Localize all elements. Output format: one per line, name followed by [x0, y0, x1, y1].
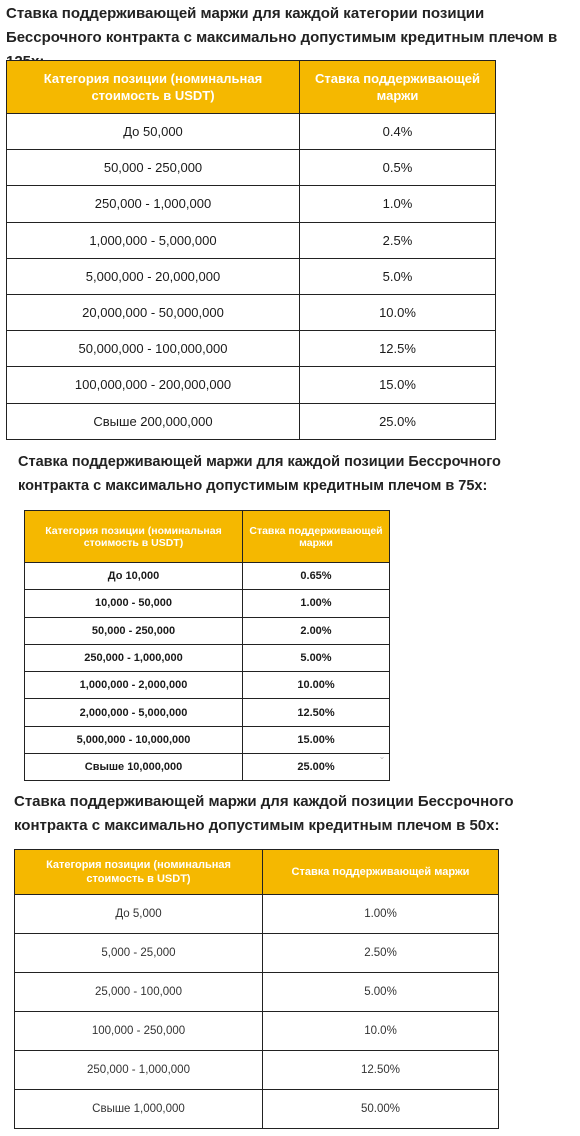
cell-margin-rate: 1.00%	[263, 895, 499, 934]
section-heading-50x: Ставка поддерживающей маржи для каждой позиции Бессрочного контракта с максимально допустимым кредитным плечом в 50x:	[14, 793, 514, 834]
table-row	[15, 895, 499, 934]
cell-position-category: 5,000 - 25,000	[15, 934, 263, 973]
cell-margin-rate: 12.50%	[243, 699, 390, 726]
cell-margin-rate: 2.00%	[243, 617, 390, 644]
column-header-category: Категория позиции (номинальная стоимость в USDT)	[15, 850, 263, 895]
table-row	[7, 294, 496, 330]
cell-position-category: 1,000,000 - 2,000,000	[25, 672, 243, 699]
table-row	[25, 672, 390, 699]
cell-margin-rate: 5.0%	[300, 258, 496, 294]
cell-position-category: 100,000 - 250,000	[15, 1012, 263, 1051]
table-row	[7, 114, 496, 150]
cell-margin-rate: 5.00%	[263, 973, 499, 1012]
margin-table-125x	[6, 60, 496, 440]
cell-position-category: 100,000,000 - 200,000,000	[7, 367, 300, 403]
cell-position-category: До 10,000	[25, 563, 243, 590]
cell-position-category: До 50,000	[7, 114, 300, 150]
table-row	[7, 367, 496, 403]
cell-position-category: Свыше 10,000,000	[25, 754, 243, 781]
table-row	[15, 1090, 499, 1129]
column-header-rate: Ставка поддерживающей маржи	[263, 850, 499, 895]
table-row	[15, 1051, 499, 1090]
section-heading-75x: Ставка поддерживающей маржи для каждой позиции Бессрочного контракта с максимально допустимым кредитным плечом в 75x:	[18, 454, 501, 494]
cell-position-category: Свыше 200,000,000	[7, 403, 300, 439]
table-row	[25, 699, 390, 726]
cell-position-category: Свыше 1,000,000	[15, 1090, 263, 1129]
table-header-row	[7, 61, 496, 114]
cell-margin-rate: 15.0%	[300, 367, 496, 403]
cell-position-category: 250,000 - 1,000,000	[25, 644, 243, 671]
table-row	[25, 617, 390, 644]
column-header-rate: Ставка поддерживающей маржи	[300, 61, 496, 114]
column-header-rate: Ставка поддерживающей маржи	[243, 511, 390, 563]
table-header-row	[25, 511, 390, 563]
cell-margin-rate: 25.00%	[243, 754, 390, 781]
cell-position-category: 20,000,000 - 50,000,000	[7, 294, 300, 330]
section-heading-125x: Ставка поддерживающей маржи для каждой категории позиции Бессрочного контракта с максимально допустимым кредитным плечом в	[6, 5, 558, 46]
table-header-row	[15, 850, 499, 895]
cell-margin-rate: 1.0%	[300, 186, 496, 222]
cell-margin-rate: 5.00%	[243, 644, 390, 671]
table-row	[25, 754, 390, 781]
cell-position-category: 250,000 - 1,000,000	[7, 186, 300, 222]
table-row	[25, 590, 390, 617]
table-row	[15, 934, 499, 973]
table-row	[25, 644, 390, 671]
cell-position-category: 50,000,000 - 100,000,000	[7, 331, 300, 367]
cell-margin-rate: 15.00%	[243, 726, 390, 753]
table-row	[7, 186, 496, 222]
table-row	[7, 150, 496, 186]
cell-position-category: 50,000 - 250,000	[7, 150, 300, 186]
table-row	[7, 222, 496, 258]
table-row	[7, 331, 496, 367]
table-row	[15, 973, 499, 1012]
cell-margin-rate: 50.00%	[263, 1090, 499, 1129]
cell-margin-rate: 2.50%	[263, 934, 499, 973]
margin-table-75x	[24, 510, 390, 781]
table-row	[25, 726, 390, 753]
cell-position-category: 2,000,000 - 5,000,000	[25, 699, 243, 726]
table-row	[7, 258, 496, 294]
cell-position-category: 5,000,000 - 20,000,000	[7, 258, 300, 294]
cell-margin-rate: 12.50%	[263, 1051, 499, 1090]
cell-margin-rate: 0.65%	[243, 563, 390, 590]
cell-position-category: 10,000 - 50,000	[25, 590, 243, 617]
cell-position-category: 5,000,000 - 10,000,000	[25, 726, 243, 753]
cell-position-category: 25,000 - 100,000	[15, 973, 263, 1012]
cell-position-category: 250,000 - 1,000,000	[15, 1051, 263, 1090]
table-row	[15, 1012, 499, 1051]
column-header-category: Категория позиции (номинальная стоимость в USDT)	[25, 511, 243, 563]
cell-margin-rate: 2.5%	[300, 222, 496, 258]
chevron-down-icon[interactable]: ⌄	[378, 752, 386, 761]
cell-margin-rate: 0.5%	[300, 150, 496, 186]
table-row	[25, 563, 390, 590]
cell-position-category: 50,000 - 250,000	[25, 617, 243, 644]
cell-position-category: До 5,000	[15, 895, 263, 934]
cell-margin-rate: 10.0%	[263, 1012, 499, 1051]
table-row	[7, 403, 496, 439]
cell-margin-rate: 25.0%	[300, 403, 496, 439]
cell-margin-rate: 1.00%	[243, 590, 390, 617]
cell-margin-rate: 0.4%	[300, 114, 496, 150]
cell-margin-rate: 12.5%	[300, 331, 496, 367]
cell-margin-rate: 10.0%	[300, 294, 496, 330]
cell-position-category: 1,000,000 - 5,000,000	[7, 222, 300, 258]
column-header-category: Категория позиции (номинальная стоимость в USDT)	[7, 61, 300, 114]
cell-margin-rate: 10.00%	[243, 672, 390, 699]
margin-table-50x	[14, 849, 499, 1129]
